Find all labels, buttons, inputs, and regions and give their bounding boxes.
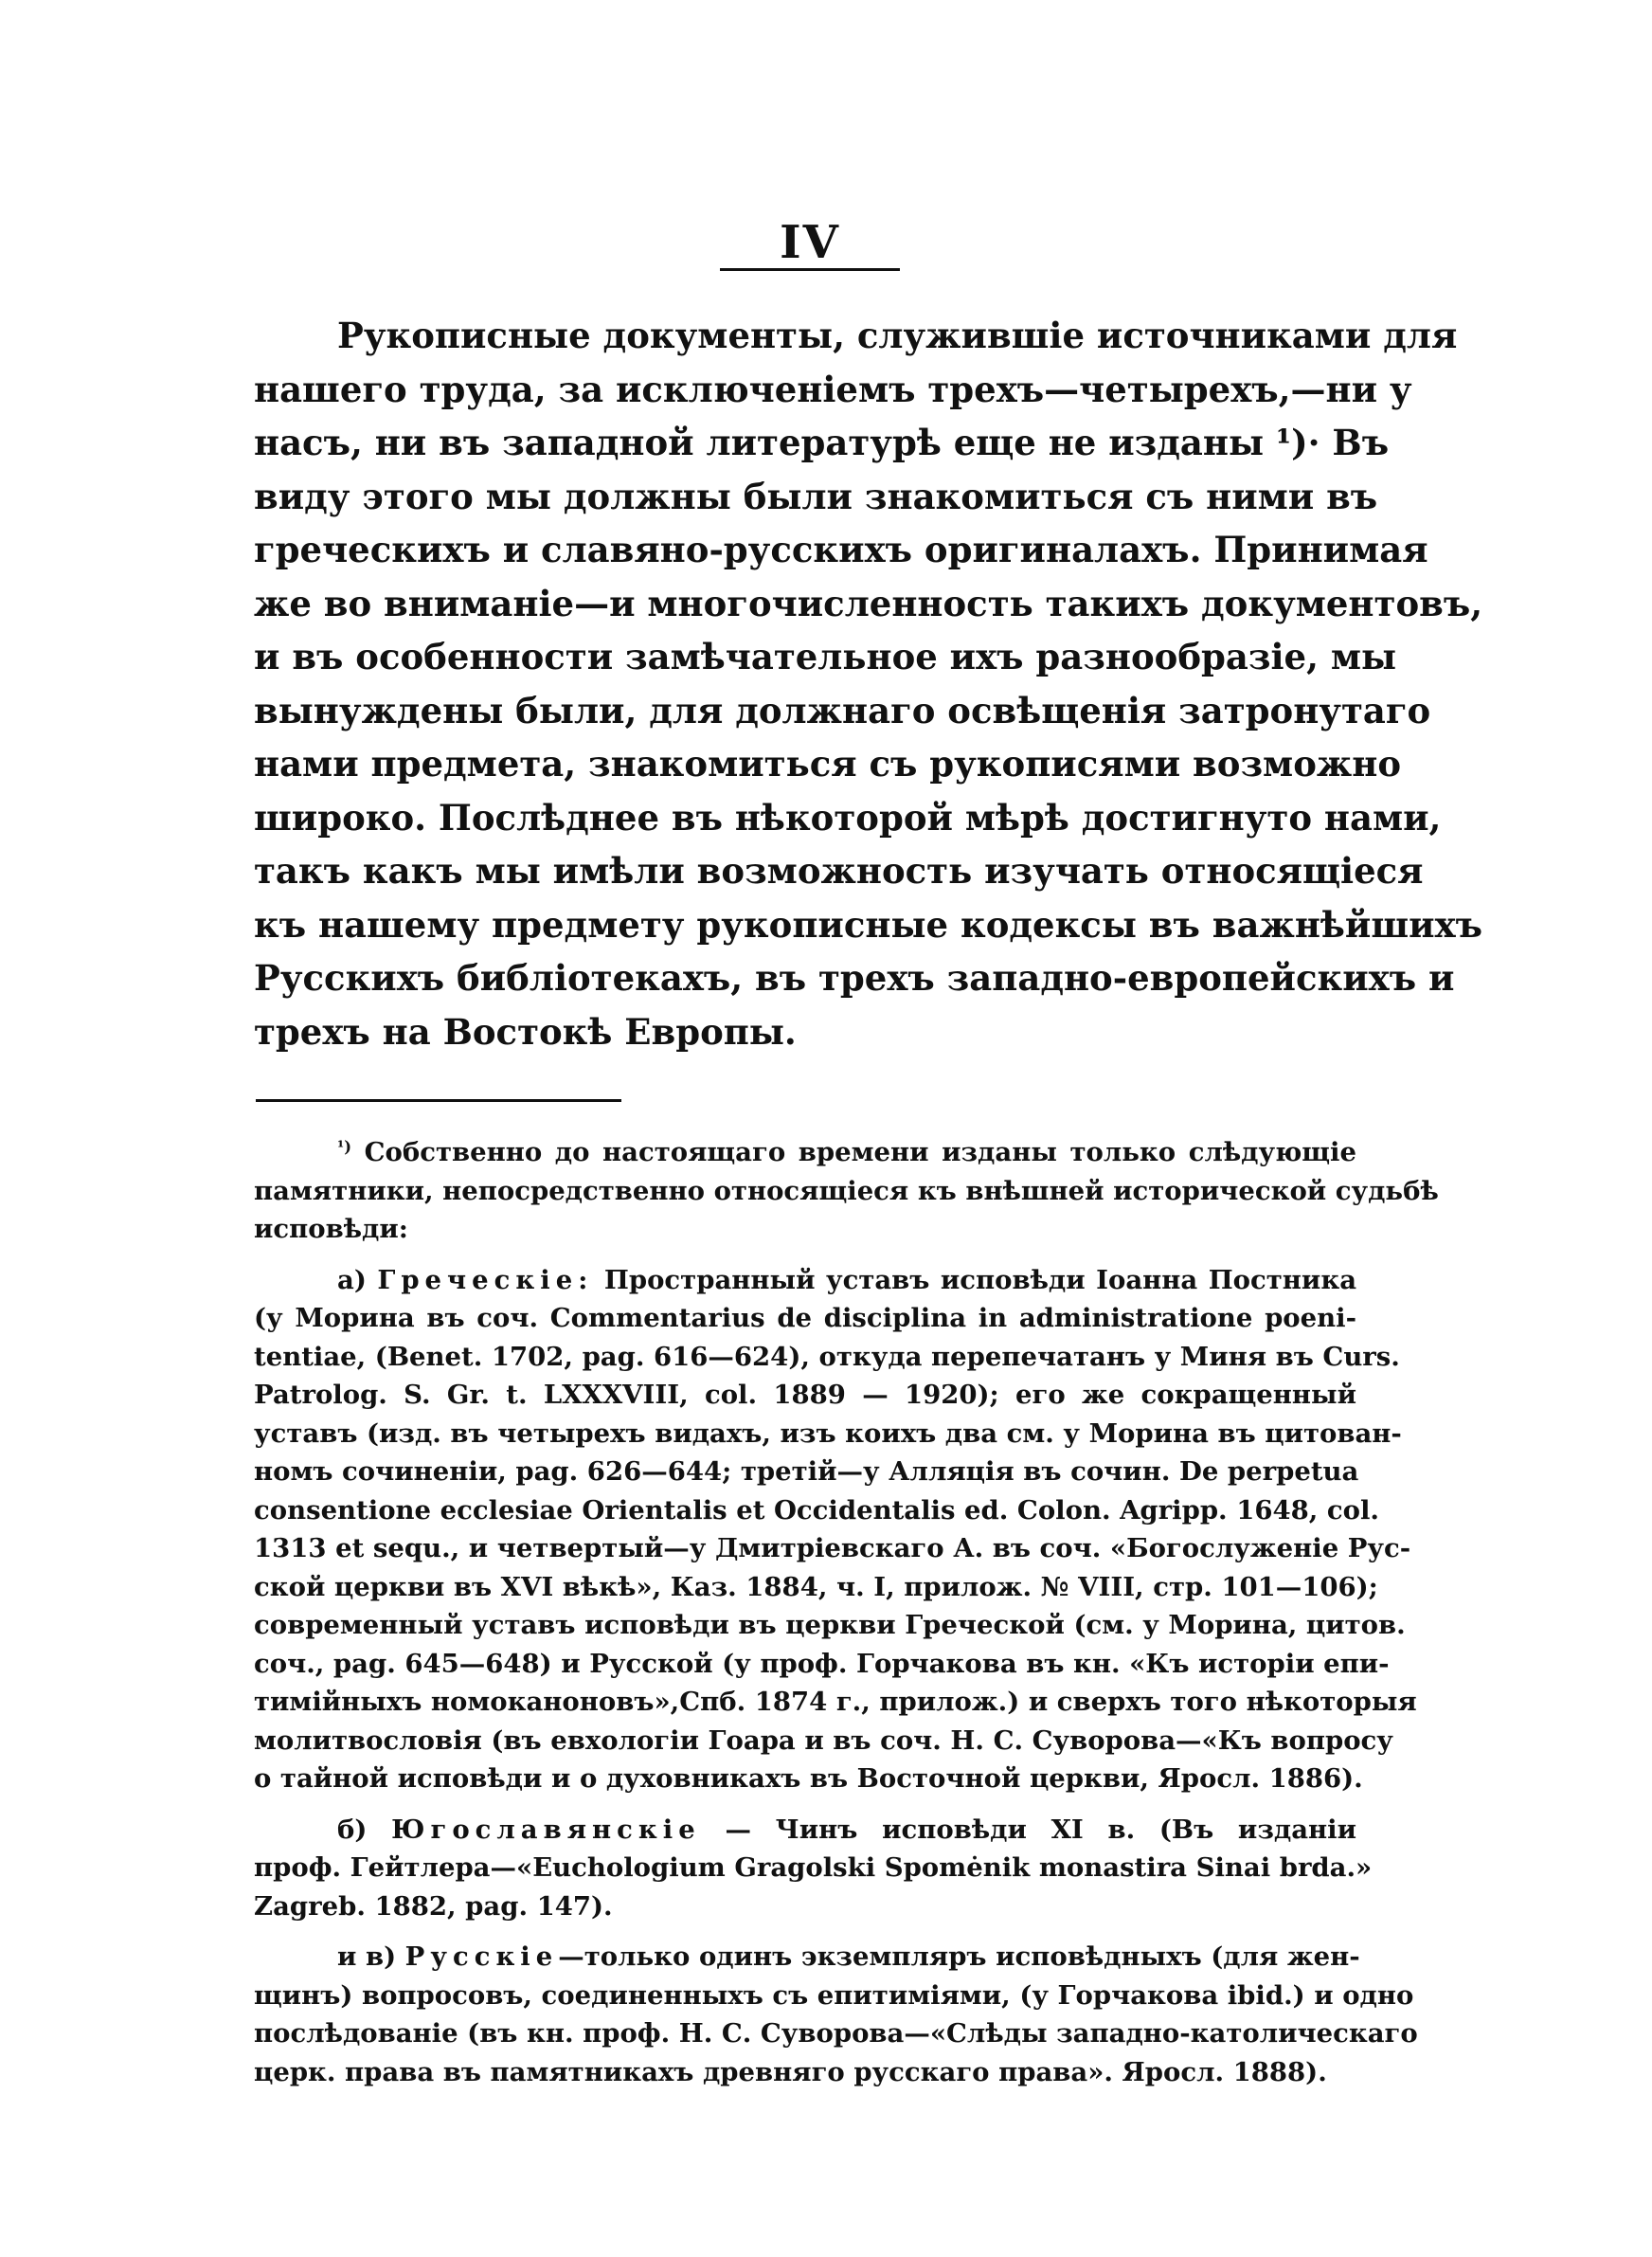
footnote-line: номъ сочиненіи, pag. 626—644; третій—у Алляція въ сочин. De perpetua [254,1456,1359,1487]
footnote-greek [254,1261,1417,1798]
section-heading: Греческіе: [377,1264,594,1295]
main-paragraph [254,309,1483,1058]
footnote-text: Пространный уставъ исповѣди Іоанна Постника [603,1264,1357,1295]
footnote-line [254,1261,1356,1300]
footnote-line: о тайной исповѣди и о духовникахъ въ Восточной церкви, Яросл. 1886). [254,1763,1363,1794]
footnote-line: проф. Гейтлера—«Euchologium Gragolski Spomėnik monastira Sinai brda.» [254,1852,1373,1883]
footnote-line: молитвословія (въ евхологіи Гоара и въ соч. Н. С. Суворова—«Къ вопросу [254,1724,1393,1756]
footnote-line: уставъ (изд. въ четырехъ видахъ, изъ коихъ два см. у Морина въ цитован- [254,1417,1402,1449]
footnote-line: современный уставъ исповѣди въ церкви Греческой (см. у Морина, цитов. [254,1610,1406,1640]
footnote-line: тимійныхъ номоканоновъ»,Спб. 1874 г., прилож.) и сверхъ того нѣкоторыя [254,1687,1417,1717]
footnote-line: Patrolog. S. Gr. t. LXXXVIII, col. 1889 — 1920); его же сокращенный [254,1380,1356,1410]
footnote-yugoslav [254,1811,1373,1926]
footnote-line: Zagreb. 1882, pag. 147). [254,1890,613,1922]
footnote-line: исповѣди: [254,1214,408,1244]
footnote-line [254,1811,1356,1850]
footnote-intro [254,1133,1439,1249]
text-line: трехъ на Востокѣ Европы. [254,1010,797,1053]
footnote-line: (у Морина въ соч. Commentarius de disciplina in administratione poeni- [254,1303,1356,1333]
footnote-line [254,1938,1360,1977]
text-line: насъ, ни въ западной литературѣ еще не изданы ¹)· Въ [254,422,1390,463]
list-prefix: и в) [337,1941,397,1972]
text-line: вынуждены были, для должнаго освѣщенія затронутаго [254,689,1431,731]
text-line: широко. Послѣднее въ нѣкоторой мѣрѣ достигнуто нами, [254,796,1442,839]
footnote-line: щинъ) вопросовъ, соединенныхъ съ епитиміями, (у Горчакова ibid.) и одно [254,1979,1414,2011]
text-line: и въ особенности замѣчательное ихъ разнообразіе, мы [254,636,1397,677]
text-line: нашего труда, за исключеніемъ трехъ—четырехъ,—ни у [254,368,1412,410]
section-heading: Югославянскіе [391,1814,701,1845]
footnote-line: соч., pag. 645—648) и Русской (у проф. Горчакова въ кн. «Къ исторіи епи- [254,1648,1390,1679]
footnote-text: — Чинъ исповѣди XI в. (Въ изданіи [725,1814,1357,1845]
text-line: Рукописные документы, служившіе источниками для [337,315,1458,356]
footnote-line: consentione ecclesiae Orientalis et Occidentalis ed. Colon. Agripp. 1648, col. [254,1494,1379,1526]
footnote-line: церк. права въ памятникахъ древняго русскаго права». Яросл. 1888). [254,2056,1327,2087]
footnote-text: Собственно до настоящаго времени изданы только слѣдующіе [364,1137,1356,1167]
page-number-rule [720,268,900,271]
footnote-line: tentiae, (Benet. 1702, pag. 616—624), откуда перепечатанъ у Миня въ Curs. [254,1341,1400,1372]
section-heading: Русскіе [404,1941,559,1972]
footnote-line [254,1133,1356,1172]
text-line: къ нашему предмету рукописные кодексы въ важнѣйшихъ [254,903,1483,946]
footnote-separator [256,1099,621,1102]
list-prefix: а) [337,1264,367,1295]
text-line: же во вниманіе—и многочисленность такихъ документовъ, [254,582,1483,624]
footnote-line: послѣдованіе (въ кн. проф. Н. С. Суворова—«Слѣды западно-католическаго [254,2018,1418,2049]
list-prefix: б) [337,1814,368,1845]
text-line: греческихъ и славяно-русскихъ оригиналахъ. Принимая [254,529,1428,570]
footnote-marker: ¹) [337,1137,352,1156]
page-number: IV [780,216,840,269]
footnote-text: —только одинъ экземпляръ исповѣдныхъ (для жен- [558,1941,1360,1972]
text-line: такъ какъ мы имѣли возможность изучать относящіеся [254,850,1424,892]
text-line: Русскихъ библіотекахъ, въ трехъ западно-европейскихъ и [254,957,1455,999]
text-line: нами предмета, знакомиться съ рукописями возможно [254,743,1401,785]
footnote-russian [254,1938,1418,2091]
text-line: виду этого мы должны были знакомиться съ ними въ [254,475,1378,517]
footnote-line: 1313 et sequ., и четвертый—у Дмитріевскаго А. въ соч. «Богослуженіе Рус- [254,1533,1411,1563]
footnotes [254,1133,1439,2104]
footnote-line: ской церкви въ XVI вѣкѣ», Каз. 1884, ч. I, прилож. № VIII, стр. 101—106); [254,1571,1378,1602]
footnote-line: памятники, непосредственно относящіеся къ внѣшней исторической судьбѣ [254,1175,1439,1206]
